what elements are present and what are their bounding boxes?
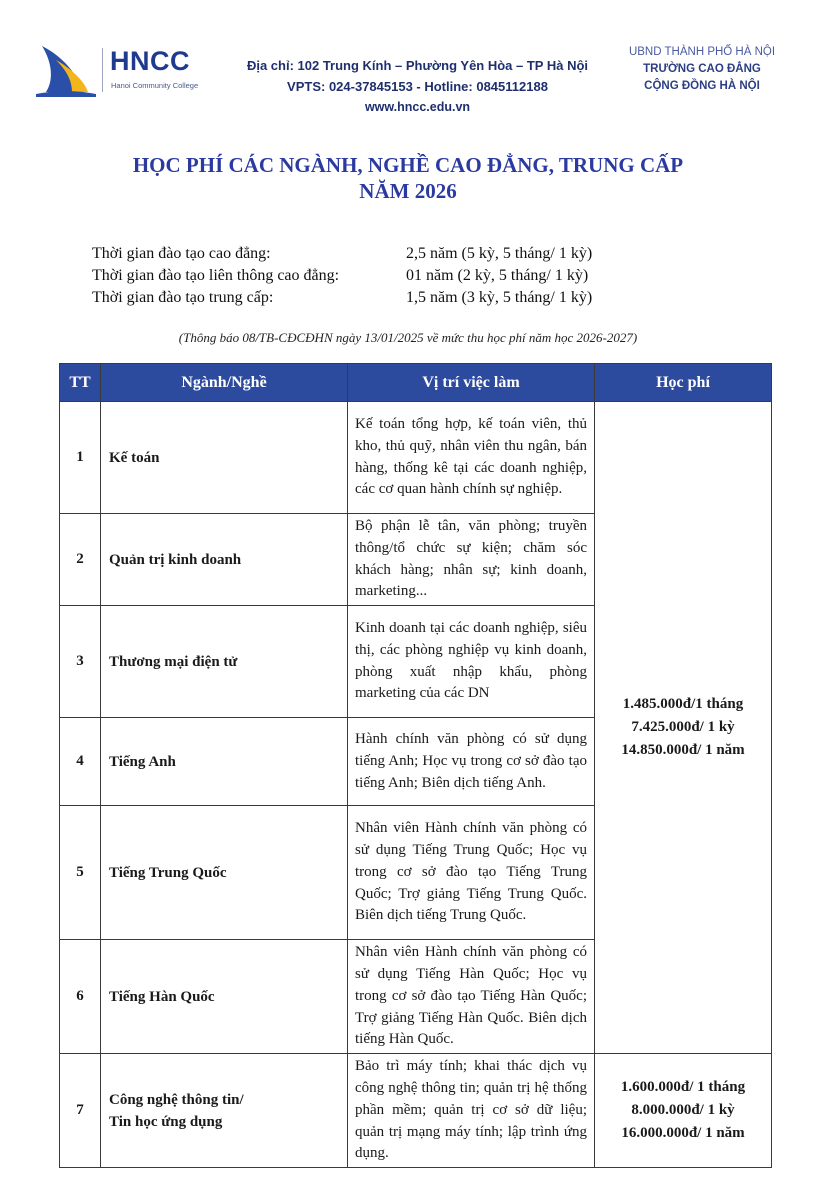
row-number: 3 [60, 606, 101, 718]
duration-info [92, 243, 592, 309]
phone-text: VPTS: 024-37845153 - Hotline: 0845112188 [287, 79, 548, 94]
contact-block [225, 55, 610, 118]
notice-reference: (Thông báo 08/TB-CĐCĐHN ngày 13/01/2025 về mức thu học phí năm học 2026-2027) [178, 330, 638, 345]
page-title [0, 152, 816, 204]
header-job: Vị trí việc làm [348, 364, 595, 402]
fee-per-year: 14.850.000đ/ 1 năm [621, 742, 745, 759]
org-name-line2: CỘNG ĐỒNG HÀ NỘI [644, 80, 760, 92]
duration-label: Thời gian đào tạo cao đẳng: [92, 245, 271, 262]
row-number: 1 [60, 402, 101, 514]
row-job: Nhân viên Hành chính văn phòng có sử dụng Tiếng Trung Quốc; Học vụ trong cơ sở đào tạo Tiếng Trung Quốc; Trợ giảng Tiếng Trung Quốc. Biên dịch tiếng Trung Quốc. [348, 806, 595, 940]
row-job: Kinh doanh tại các doanh nghiệp, siêu thị, các phòng nghiệp vụ kinh doanh, phòng xuất nhập khẩu, phòng marketing của các DN [348, 606, 595, 718]
duration-row [92, 243, 592, 265]
row-job: Nhân viên Hành chính văn phòng có sử dụng Tiếng Hàn Quốc; Học vụ trong cơ sở đào tạo Tiếng Hàn Quốc; Trợ giảng Tiếng Hàn Quốc. Biên dịch tiếng Hàn Quốc. [348, 940, 595, 1054]
header-tt: TT [60, 364, 101, 402]
organization-block [612, 44, 792, 95]
duration-value: 1,5 năm (3 kỳ, 5 tháng/ 1 kỳ) [406, 289, 593, 306]
table-header-row [60, 364, 772, 402]
row-major: Quản trị kinh doanh [101, 514, 348, 606]
row-number: 6 [60, 940, 101, 1054]
logo-divider [102, 48, 103, 92]
fee-per-year: 16.000.000đ/ 1 năm [621, 1125, 745, 1142]
row-job: Bộ phận lễ tân, văn phòng; truyền thông/tổ chức sự kiện; chăm sóc khách hàng; nhân sự; kinh doanh, marketing... [348, 514, 595, 606]
fee-per-term: 8.000.000đ/ 1 kỳ [631, 1102, 735, 1119]
website-text: www.hncc.edu.vn [364, 100, 471, 114]
row-number: 7 [60, 1054, 101, 1168]
title-line2: NĂM 2026 [359, 179, 457, 203]
row-job: Hành chính văn phòng có sử dụng tiếng Anh; Học vụ trong cơ sở đào tạo tiếng Anh; Biên dịch tiếng Anh. [348, 718, 595, 806]
sail-logo-icon [32, 40, 100, 100]
duration-row [92, 265, 592, 287]
org-parent: UBND THÀNH PHỐ HÀ NỘI [628, 46, 776, 58]
row-job: Kế toán tổng hợp, kế toán viên, thủ kho, thủ quỹ, nhân viên thu ngân, bán hàng, thống kê tại các doanh nghiệp, các cơ quan hành chính sự nghiệp. [348, 402, 595, 514]
row-major: Thương mại điện tử [101, 606, 348, 718]
duration-label: Thời gian đào tạo liên thông cao đẳng: [92, 267, 340, 284]
row-major-line2: Tin học ứng dụng [109, 1113, 223, 1130]
letterhead [0, 0, 816, 130]
row-major: Tiếng Anh [101, 718, 348, 806]
fee-group-1 [595, 402, 772, 1054]
college-logo [32, 40, 232, 100]
fee-per-month: 1.485.000đ/1 tháng [622, 696, 744, 713]
title-line1: HỌC PHÍ CÁC NGÀNH, NGHỀ CAO ĐẲNG, TRUNG CẤP [132, 153, 684, 177]
row-major [101, 1054, 348, 1168]
duration-value: 2,5 năm (5 kỳ, 5 tháng/ 1 kỳ) [406, 245, 593, 262]
duration-label: Thời gian đào tạo trung cấp: [92, 289, 274, 306]
table-row [60, 402, 772, 514]
row-major: Kế toán [101, 402, 348, 514]
header-major: Ngành/Nghề [101, 364, 348, 402]
row-number: 5 [60, 806, 101, 940]
logo-wordmark: HNCC [110, 46, 190, 76]
duration-value: 01 năm (2 kỳ, 5 tháng/ 1 kỳ) [406, 267, 589, 284]
table-row [60, 1054, 772, 1168]
duration-row [92, 287, 592, 309]
row-major: Tiếng Trung Quốc [101, 806, 348, 940]
fee-per-term: 7.425.000đ/ 1 kỳ [631, 719, 735, 736]
tuition-table [59, 363, 772, 1168]
row-number: 4 [60, 718, 101, 806]
logo-subtext: Hanoi Community College [111, 81, 199, 90]
fee-group-2 [595, 1054, 772, 1168]
row-number: 2 [60, 514, 101, 606]
org-name-line1: TRƯỜNG CAO ĐẲNG [643, 63, 761, 75]
row-major-line1: Công nghệ thông tin/ [109, 1091, 244, 1108]
header-fee: Học phí [595, 364, 772, 402]
row-job: Bảo trì máy tính; khai thác dịch vụ công nghệ thông tin; quản trị hệ thống phần mềm; quản trị cơ sở dữ liệu; quản trị mạng máy tính; lập trình ứng dụng. [348, 1054, 595, 1168]
fee-per-month: 1.600.000đ/ 1 tháng [620, 1079, 746, 1096]
address-text: Địa chỉ: 102 Trung Kính – Phường Yên Hòa – TP Hà Nội [246, 58, 589, 73]
row-major: Tiếng Hàn Quốc [101, 940, 348, 1054]
